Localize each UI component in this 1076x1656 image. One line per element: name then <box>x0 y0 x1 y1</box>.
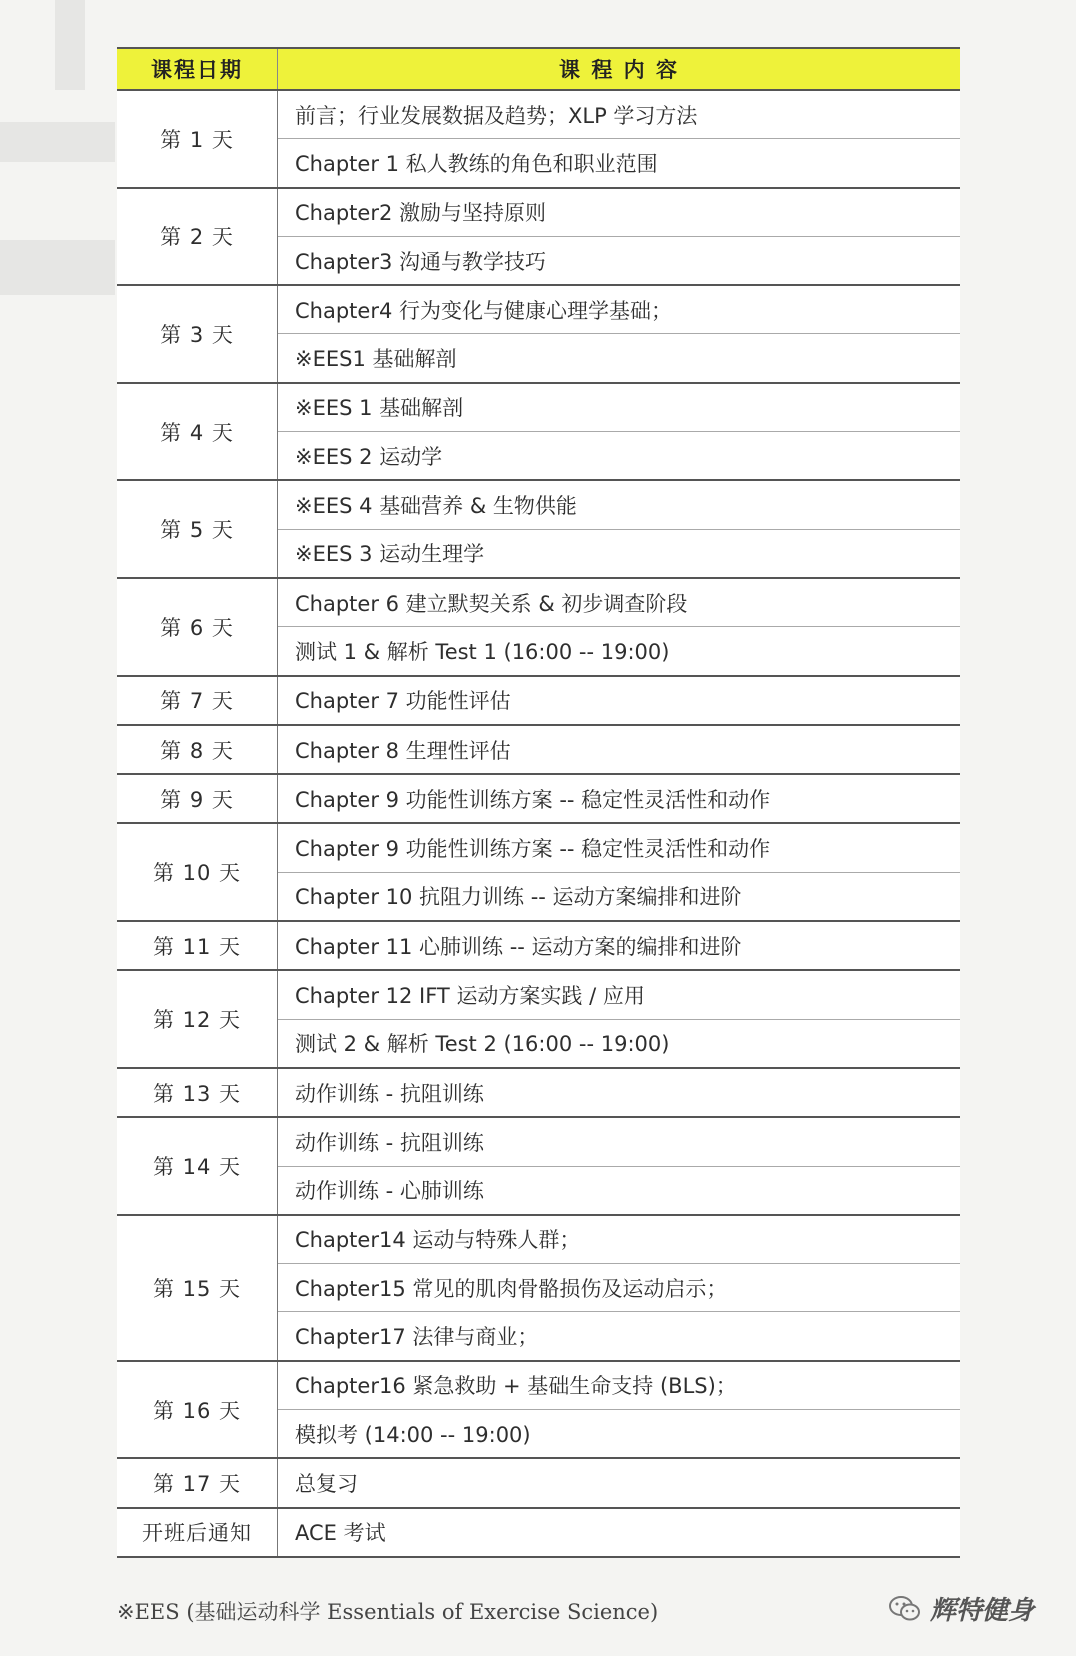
table-row <box>117 1361 960 1410</box>
course-item-cell: Chapter2 激励与坚持原则 <box>278 188 961 237</box>
day-cell: 第 6 天 <box>117 578 278 676</box>
course-item-cell: 动作训练 - 抗阻训练 <box>278 1117 961 1166</box>
table-row <box>117 90 960 139</box>
course-item-cell: 测试 1 & 解析 Test 1 (16:00 -- 19:00) <box>278 627 961 676</box>
day-cell: 第 7 天 <box>117 676 278 725</box>
schedule-body <box>117 90 960 1557</box>
header-course-date: 课程日期 <box>117 48 278 90</box>
course-item-cell: Chapter 11 心肺训练 -- 运动方案的编排和进阶 <box>278 921 961 970</box>
table-row <box>117 578 960 627</box>
course-item-cell: Chapter 12 IFT 运动方案实践 / 应用 <box>278 970 961 1019</box>
table-row <box>117 676 960 725</box>
course-item-cell: Chapter 8 生理性评估 <box>278 725 961 774</box>
wechat-icon <box>888 1594 922 1624</box>
course-item-cell: ※EES 4 基础营养 & 生物供能 <box>278 480 961 529</box>
course-item-cell: 动作训练 - 心肺训练 <box>278 1166 961 1215</box>
course-item-cell: ※EES 2 运动学 <box>278 432 961 481</box>
table-row <box>117 823 960 872</box>
day-cell: 第 9 天 <box>117 774 278 823</box>
table-row <box>117 774 960 823</box>
course-item-cell: Chapter15 常见的肌肉骨骼损伤及运动启示； <box>278 1264 961 1312</box>
course-item-cell: 模拟考 (14:00 -- 19:00) <box>278 1410 961 1459</box>
table-row <box>117 1508 960 1557</box>
day-cell: 第 10 天 <box>117 823 278 921</box>
course-item-cell: 总复习 <box>278 1458 961 1507</box>
course-item-cell: 测试 2 & 解析 Test 2 (16:00 -- 19:00) <box>278 1019 961 1068</box>
course-item-cell: 动作训练 - 抗阻训练 <box>278 1068 961 1117</box>
table-row <box>117 1068 960 1117</box>
day-cell: 第 4 天 <box>117 383 278 481</box>
day-cell: 第 14 天 <box>117 1117 278 1215</box>
course-item-cell: Chapter3 沟通与教学技巧 <box>278 236 961 285</box>
day-cell: 第 17 天 <box>117 1458 278 1507</box>
day-cell: 第 1 天 <box>117 90 278 188</box>
table-row <box>117 480 960 529</box>
course-item-cell: Chapter14 运动与特殊人群； <box>278 1215 961 1264</box>
course-item-cell: 前言；行业发展数据及趋势；XLP 学习方法 <box>278 90 961 139</box>
day-cell: 开班后通知 <box>117 1508 278 1557</box>
course-item-cell: ※EES1 基础解剖 <box>278 334 961 383</box>
course-item-cell: Chapter 7 功能性评估 <box>278 676 961 725</box>
course-item-cell: ※EES 1 基础解剖 <box>278 383 961 432</box>
table-header-row <box>117 48 960 90</box>
table-row <box>117 725 960 774</box>
day-cell: 第 3 天 <box>117 285 278 383</box>
day-cell: 第 15 天 <box>117 1215 278 1361</box>
watermark <box>888 1590 1034 1627</box>
course-item-cell: ※EES 3 运动生理学 <box>278 529 961 578</box>
day-cell: 第 8 天 <box>117 725 278 774</box>
table-row <box>117 921 960 970</box>
course-schedule-table <box>117 47 960 1558</box>
course-item-cell: Chapter 9 功能性训练方案 -- 稳定性灵活性和动作 <box>278 823 961 872</box>
day-cell: 第 16 天 <box>117 1361 278 1459</box>
day-cell: 第 5 天 <box>117 480 278 578</box>
day-cell: 第 2 天 <box>117 188 278 286</box>
course-item-cell: Chapter4 行为变化与健康心理学基础； <box>278 285 961 334</box>
course-item-cell: ACE 考试 <box>278 1508 961 1557</box>
course-item-cell: Chapter 9 功能性训练方案 -- 稳定性灵活性和动作 <box>278 774 961 823</box>
table-row <box>117 1458 960 1507</box>
background-decoration <box>0 240 115 295</box>
day-cell: 第 11 天 <box>117 921 278 970</box>
background-decoration <box>0 122 115 162</box>
table-row <box>117 1215 960 1264</box>
table-row <box>117 285 960 334</box>
watermark-text: 辉特健身 <box>930 1596 1035 1626</box>
course-item-cell: Chapter16 紧急救助 + 基础生命支持 (BLS)； <box>278 1361 961 1410</box>
table-row <box>117 1117 960 1166</box>
table-row <box>117 188 960 237</box>
background-decoration <box>55 0 85 90</box>
footnote: ※EES (基础运动科学 Essentials of Exercise Science) <box>117 1600 659 1624</box>
header-course-content: 课 程 内 容 <box>278 48 961 90</box>
course-item-cell: Chapter17 法律与商业； <box>278 1312 961 1361</box>
table-row <box>117 383 960 432</box>
course-item-cell: Chapter 6 建立默契关系 & 初步调查阶段 <box>278 578 961 627</box>
table-row <box>117 970 960 1019</box>
course-item-cell: Chapter 10 抗阻力训练 -- 运动方案编排和进阶 <box>278 872 961 921</box>
day-cell: 第 13 天 <box>117 1068 278 1117</box>
course-item-cell: Chapter 1 私人教练的角色和职业范围 <box>278 139 961 188</box>
day-cell: 第 12 天 <box>117 970 278 1068</box>
